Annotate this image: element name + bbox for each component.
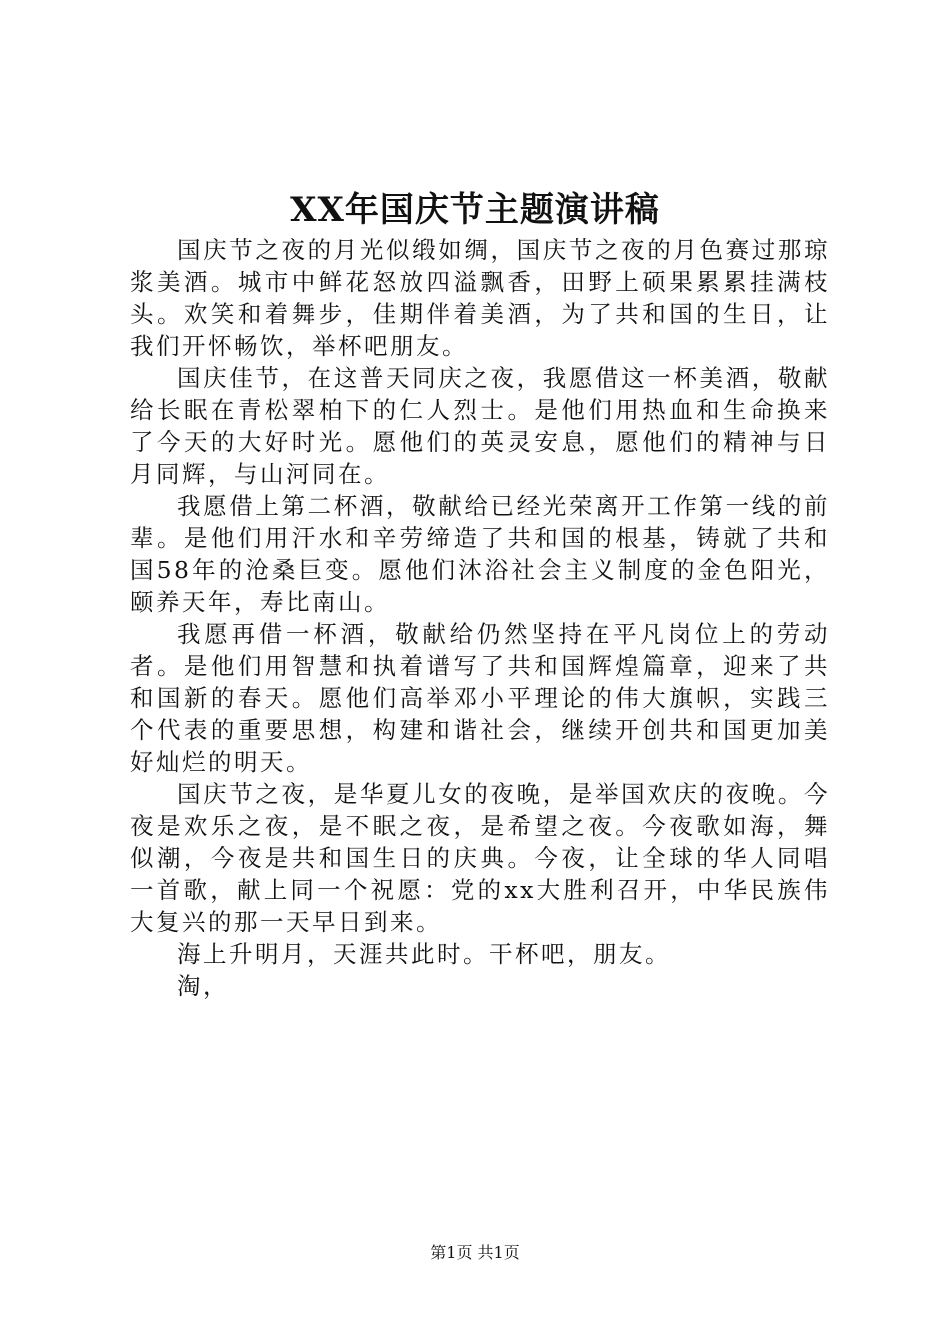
paragraph-3: 我愿借上第二杯酒，敬献给已经光荣离开工作第一线的前辈。是他们用汗水和辛劳缔造了共和国的根基，铸就了共和国58年的沧桑巨变。愿他们沐浴社会主义制度的金色阳光，颐养天年，寿比南山。 (130, 492, 830, 616)
paragraph-6: 海上升明月，天涯共此时。干杯吧，朋友。 (177, 940, 671, 968)
paragraph-4: 我愿再借一杯酒，敬献给仍然坚持在平凡岗位上的劳动者。是他们用智慧和执着谱写了共和国辉煌篇章，迎来了共和国新的春天。愿他们高举邓小平理论的伟大旗帜，实践三个代表的重要思想，构建和谐社会，继续开创共和国更加美好灿烂的明天。 (130, 620, 830, 776)
document-body (130, 234, 830, 1002)
page-footer: 第1页 共1页 (430, 1243, 520, 1262)
page-title: XX年国庆节主题演讲稿 (290, 190, 660, 230)
paragraph-2: 国庆佳节，在这普天同庆之夜，我愿借这一杯美酒，敬献给长眠在青松翠柏下的仁人烈士。是他们用热血和生命换来了今天的大好时光。愿他们的英灵安息，愿他们的精神与日月同辉，与山河同在。 (130, 364, 830, 488)
paragraph-5: 国庆节之夜，是华夏儿女的夜晚，是举国欢庆的夜晚。今夜是欢乐之夜，是不眠之夜，是希望之夜。今夜歌如海，舞似潮，今夜是共和国生日的庆典。今夜，让全球的华人同唱一首歌，献上同一个祝愿：党的xx大胜利召开，中华民族伟大复兴的那一天早日到来。 (130, 780, 830, 936)
paragraph-1: 国庆节之夜的月光似缎如绸，国庆节之夜的月色赛过那琼浆美酒。城市中鲜花怒放四溢飘香，田野上硕果累累挂满枝头。欢笑和着舞步，佳期伴着美酒，为了共和国的生日，让我们开怀畅饮，举杯吧朋友。 (130, 236, 830, 360)
paragraph-7: 淘， (177, 972, 229, 1000)
